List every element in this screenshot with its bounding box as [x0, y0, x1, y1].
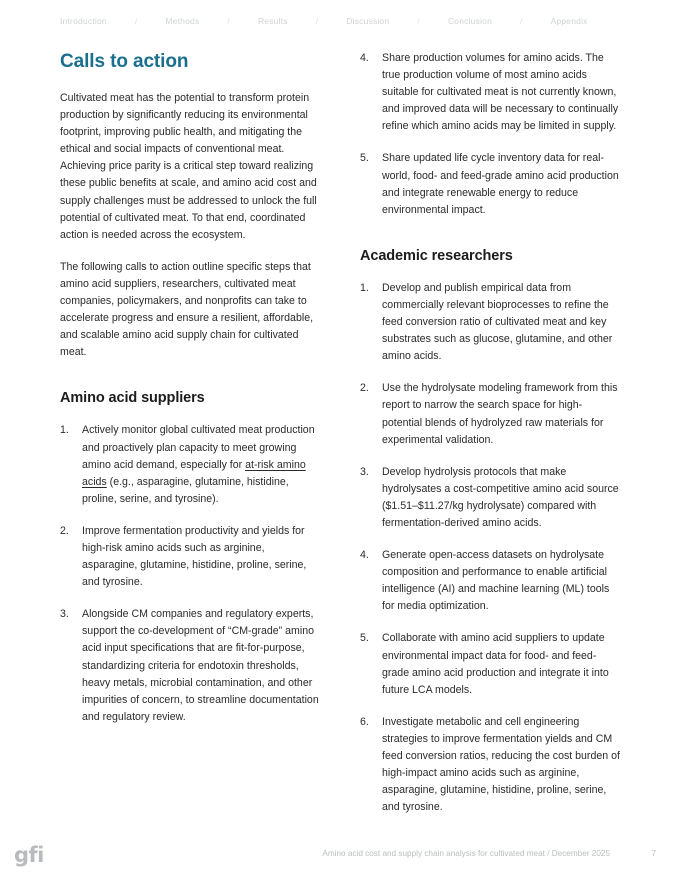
footer-meta [322, 849, 656, 858]
list-item [60, 523, 320, 591]
page-content [60, 50, 620, 816]
list-item-text: Use the hydrolysate modeling framework from this report to narrow the search space for high-potential blends of hydrolyzed raw materials for experimental validation. [382, 382, 618, 446]
list-marker: 4. [360, 549, 369, 562]
section-heading-academic-researchers: Academic researchers [360, 247, 513, 264]
page-footer [0, 820, 680, 880]
breadcrumb-separator: / [315, 16, 319, 26]
list-item-text-before: Actively monitor global cultivated meat production and proactively plan capacity to meet growing amino acid demand, especially for [82, 424, 315, 471]
breadcrumb-separator: / [417, 16, 420, 26]
list-marker: 2. [60, 524, 69, 537]
list-item-text: Investigate metabolic and cell engineering strategies to improve fermentation yields and CM feed conversion ratios, reducing the cost burden of high-impact amino acids such as arginine, asparagine, glutamine, histidine, proline, serine, and tyrosine. [382, 715, 620, 814]
breadcrumb-item-discussion[interactable]: Discussion [346, 16, 390, 26]
breadcrumb-item-conclusion[interactable]: Conclusion [447, 16, 493, 26]
page-title: Calls to action [60, 51, 189, 72]
list-marker: 5. [360, 152, 369, 165]
two-column-layout [60, 50, 620, 816]
intro-paragraph-2: The following calls to action outline specific steps that amino acid suppliers, researchers, cultivated meat companies, policymakers, and nonprofits can take to accelerate progress and ensure a resilient, affordable, and scalable amino acid supply chain for cultivated meat. [60, 260, 314, 359]
list-item [360, 547, 620, 615]
footer-document-title: Amino acid cost and supply chain analysis for cultivated meat / December 2025 [322, 849, 610, 858]
breadcrumb-item-results[interactable]: Results [257, 16, 288, 26]
list-academic-researchers [360, 280, 620, 817]
list-item-text: Improve fermentation productivity and yields for high-risk amino acids such as arginine, asparagine, glutamine, histidine, proline, serine, and tyrosine. [82, 524, 307, 589]
list-item [60, 606, 320, 726]
list-item-text: Generate open-access datasets on hydrolysate composition and performance to enable artificial intelligence (AI) and machine learning (ML) tools for media optimization. [382, 549, 610, 613]
list-amino-acid-suppliers [60, 422, 320, 726]
section-heading-amino-acid-suppliers: Amino acid suppliers [60, 390, 205, 407]
list-item-text-after: (e.g., asparagine, glutamine, histidine, proline, serine, and tyrosine). [82, 475, 289, 505]
breadcrumb-item-methods[interactable]: Methods [165, 16, 200, 26]
breadcrumb-separator: / [520, 16, 523, 26]
list-item [360, 630, 620, 698]
list-item [360, 50, 620, 135]
breadcrumb [60, 16, 640, 26]
list-marker: 2. [360, 382, 369, 395]
list-item [360, 280, 620, 365]
list-marker: 1. [60, 424, 69, 437]
list-item-text: Share production volumes for amino acids. The true production volume of most amino acids suitable for cultivated meat is not currently known, and improved data will be necessary to continually refine which amino acids may be limited in supply. [382, 52, 619, 133]
breadcrumb-separator: / [134, 16, 138, 26]
list-item [360, 464, 620, 532]
column-right [360, 50, 620, 816]
list-amino-acid-suppliers-continued [360, 50, 620, 219]
at-risk-amino-acids-link[interactable]: at-risk amino acids [82, 458, 306, 488]
column-left [60, 50, 320, 726]
list-marker: 6. [360, 715, 369, 728]
list-item-text: Develop and publish empirical data from commercially relevant bioprocesses to refine the feed conversion ratio of cultivated meat and key substrates such as glucose, glutamine, and other amino acids. [382, 281, 613, 363]
list-marker: 5. [360, 632, 369, 645]
gfi-logo: gfi [14, 843, 44, 867]
footer-page-number: 7 [651, 849, 656, 858]
list-item [60, 422, 320, 507]
list-item-text: Alongside CM companies and regulatory experts, support the co-development of “CM-grade” amino acid input specifications that are fit-for-purpose, standardizing criteria for endotoxin thresholds, heavy metals, microbial contamination, and other impurities of concern, to streamline documentation and regulatory review. [82, 608, 319, 723]
list-item-text: Collaborate with amino acid suppliers to update environmental impact data for food- and feed-grade amino acid production and integrate it into future LCA models. [382, 632, 609, 696]
list-item-text: Share updated life cycle inventory data for real-world, food- and feed-grade amino acid production and integrate renewable energy to reduce environmental impact. [382, 152, 619, 216]
list-marker: 4. [360, 52, 369, 64]
breadcrumb-item-introduction[interactable]: Introduction [60, 16, 107, 26]
list-item [360, 380, 620, 448]
list-marker: 3. [60, 608, 69, 621]
list-marker: 1. [360, 281, 369, 294]
breadcrumb-separator: / [227, 16, 230, 26]
intro-paragraph-1: Cultivated meat has the potential to transform protein production by significantly reducing its environmental footprint, improving public health, and mitigating the ethical and social impacts of conventional meat. Achieving price parity is a critical step toward realizing these public benefits at scale, and amino acid cost and supply challenges must be addressed to unlock the full potential of cultivated meat. To that end, coordinated action is needed across the ecosystem. [60, 92, 317, 241]
list-item [360, 150, 620, 218]
list-marker: 3. [360, 465, 369, 478]
list-item [360, 714, 620, 817]
list-item-text: Develop hydrolysis protocols that make hydrolysates a cost-competitive amino acid source ($1.51–$11.27/kg hydrolysate) compared with fermentation-derived amino acids. [382, 465, 619, 529]
breadcrumb-item-appendix[interactable]: Appendix [550, 16, 588, 26]
